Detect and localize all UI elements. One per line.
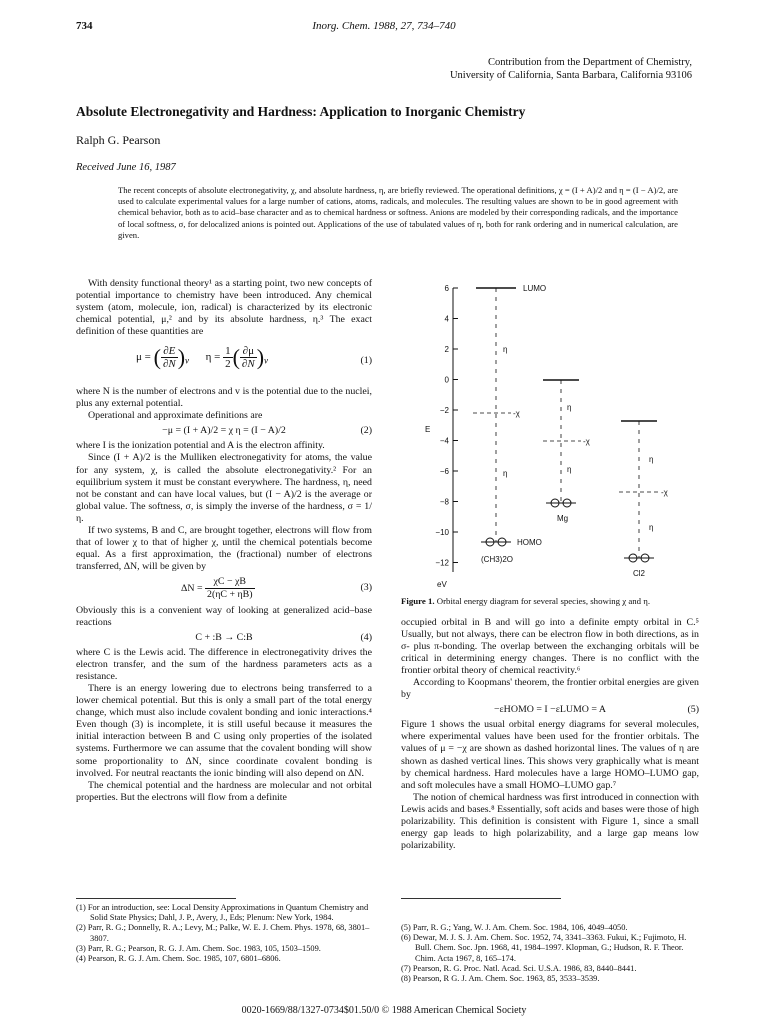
equation-body <box>181 576 255 601</box>
species-cl2 <box>619 421 669 578</box>
chi-label: -χ <box>583 437 590 446</box>
equation-1 <box>76 341 372 383</box>
right-column <box>401 617 699 852</box>
y-tick-label: −10 <box>435 528 449 537</box>
equation-number: (3) <box>360 581 372 593</box>
equation-number: (4) <box>360 632 372 644</box>
y-tick-label: 4 <box>444 314 449 324</box>
eta-label: η <box>567 465 572 474</box>
paragraph: Operational and approximate definitions are <box>88 410 263 422</box>
paragraph: Obviously this is a convenient way of looking at generalized acid–base reactions <box>76 604 372 628</box>
y-tick-label: −4 <box>439 436 449 446</box>
affiliation-line: Contribution from the Department of Chemistry, <box>487 57 692 68</box>
received-date: Received June 16, 1987 <box>76 162 176 173</box>
y-tick-label: 0 <box>444 375 449 385</box>
affiliation-line: University of California, Santa Barbara, California 93106 <box>449 70 692 81</box>
equation-number: (2) <box>360 425 372 437</box>
footnote: (3) Parr, R. G.; Pearson, R. G. J. Am. Chem. Soc. 1983, 105, 1503–1509. <box>76 943 321 953</box>
y-tick-label: −12 <box>435 558 449 568</box>
paragraph: The chemical potential and the hardness are molecular and not orbital properties. But the electrons will flow from a definite <box>76 779 372 803</box>
paragraph: where N is the number of electrons and v is the potential due to the nuclei, plus any external potential. <box>76 386 372 410</box>
y-tick-label: 2 <box>444 345 449 354</box>
lumo-label: LUMO <box>523 284 547 293</box>
footnotes-left <box>76 903 374 964</box>
paragraph: Figure 1 shows the usual orbital energy diagrams for several molecules, where experimental values have been used for the frontier orbitals. The values of μ = −χ are shown as dashed horizontal lines. The values of η are shown as dashed vertical lines. This shows very graphically what is meant by chemical hardness. Hard molecules have a large HOMO–LUMO gap, and soft molecules have a small HOMO–LUMO gap.⁷ <box>401 719 699 791</box>
caption-label: Figure 1. <box>401 596 435 606</box>
fraction-numerator: χC − χB <box>205 576 255 589</box>
equation-body: −εHOMO = I −εLUMO = A <box>493 704 607 716</box>
equation-4 <box>76 632 372 644</box>
page-number: 734 <box>76 20 93 32</box>
fraction-denominator: 2(ηC + ηB) <box>207 588 253 600</box>
paragraph: occupied orbital in B and will go into a definite empty orbital in C.⁵ Usually, but not always, there can be electron flow in both directions, as in σ- plus π-bonding. The overlap between the exchanging orbitals will be critical in determining energy changes. There is no conflict with the frontier orbital theory of chemical reactivity.⁶ <box>401 617 699 677</box>
equation-number: (1) <box>360 355 372 367</box>
species-label: (CH3)2O <box>481 555 514 564</box>
footnote: (7) Pearson, R. G. Proc. Natl. Acad. Sci. U.S.A. 1986, 83, 8440–8441. <box>401 963 637 973</box>
eta-label: η <box>567 403 572 412</box>
chi-label: -χ <box>661 488 668 497</box>
paragraph: If two systems, B and C, are brought together, electrons will flow from that of lower χ to that of higher χ, until the chemical potentials become equal. As a first approximation, the (fractional) number of electrons transferred, ΔN, will be given by <box>76 524 372 572</box>
paragraph: The notion of chemical hardness was first introduced in connection with Lewis acids and bases.⁸ Essentially, soft acids and bases were those of high polarizability. This definition is consistent with Figure 1, since a small energy gap leads to high polarizability, and a large gap means low polarizability. <box>401 791 699 851</box>
species-label: Mg <box>557 514 569 523</box>
equation-body: C + :B → C:B <box>195 632 253 644</box>
eta-label: η <box>503 469 508 478</box>
footnote-divider <box>401 898 561 899</box>
footnote: (2) Parr, R. G.; Donnelly, R. A.; Levy, M.; Palke, W. E. J. Chem. Phys. 1978, 68, 3801–3807. <box>76 923 370 943</box>
footnote: (8) Pearson, R G. J. Am. Chem. Soc. 1963, 85, 3533–3539. <box>401 974 600 984</box>
y-tick-label: −6 <box>439 467 449 476</box>
y-axis-ticks <box>435 284 458 568</box>
abstract: The recent concepts of absolute electronegativity, χ, and absolute hardness, η, are briefly reviewed. The operational definitions, χ = (I + A)/2 and η = (I − A)/2, are used to calculate experimental values for a large number of cations, atoms, radicals, and molecules. The resulting values are shown to be in good agreement with chemical behavior, both as to acid–base character and as to chemical hardness or softness. Anions are modeled by their corresponding radicals, and the importance of local softness, σ, for delocalized anions is pointed out. Applications of the use of tabulated values of η, both for rank ordering and in numerical calculation, are given. <box>118 185 678 240</box>
equation-body: μ = ( $\frac{\partial E}{\partial N}$ )$_v$ η = $\frac{1}{2}$ ( $\frac{\partial\mu}{\partial N}$ )$_v$ <box>136 344 269 371</box>
paragraph: With density functional theory¹ as a starting point, two new concepts of potential importance to chemistry have been introduced. Any chemical system (atom, molecule, ion, radical) is characterized by its electronic chemical potential, μ,² and by its absolute hardness, η.³ The exact definition of these quantities are <box>76 278 372 338</box>
species-label: Cl2 <box>633 569 646 578</box>
left-column <box>76 278 372 804</box>
equation-2 <box>76 425 372 437</box>
unit-label: eV <box>437 580 447 589</box>
eta-label: η <box>649 523 654 532</box>
paragraph: Since (I + A)/2 is the Mulliken electronegativity for atoms, the value for any system, χ, is called the absolute electronegativity.² For an equilibrium system it must be constant everywhere. The hardness, η, need not be constant and can have local values, but (I − A)/2 is the average or global value. The softness, σ, is simply the inverse of the hardness, σ = 1/η. <box>76 452 372 524</box>
orbital-energy-diagram <box>401 280 701 600</box>
footnote: (6) Dewar, M. J. S. J. Am. Chem. Soc. 1952, 74, 3341–3363. Fukui, K.; Fujimoto, H. Bull. Chem. Soc. Jpn. 1968, 41, 1984–1997. Klopman, G.; Hudson, R. F. Theor. Chim. Acta 1967, 8, 165–174. <box>401 933 687 963</box>
y-tick-label: −2 <box>439 406 449 415</box>
paragraph: There is an energy lowering due to electrons being transferred to a lower chemical potential. But this is only a small part of the total energy change, which must also include covalent bonding and ionic interactions.⁴ Even though (3) is incomplete, it is still useful because it measures the initial interaction between B and C using only properties of the isolated systems. Furthermore we can assume that the covalent bonding will show some proportionality to ΔN, since coordinate covalent bonding is involved. For neutral reactants the ionic binding will also depend on ΔN. <box>76 683 372 779</box>
journal-reference: Inorg. Chem. 1988, 27, 734–740 <box>312 20 456 32</box>
paragraph: where I is the ionization potential and A is the electron affinity. <box>76 440 325 452</box>
equation-body: −μ = (I + A)/2 = χ η = (I − A)/2 <box>162 425 286 437</box>
equation-number: (5) <box>687 704 699 716</box>
footnote: (5) Parr, R. G.; Yang, W. J. Am. Chem. Soc. 1984, 106, 4049–4050. <box>401 923 628 932</box>
species-ch3-2o <box>473 284 546 564</box>
figure-caption <box>401 596 701 606</box>
affiliation <box>450 56 692 82</box>
copyright-footer: 0020-1669/88/1327-0734$01.50/0 © 1988 American Chemical Society <box>241 1005 527 1016</box>
eta-label: η <box>649 455 654 464</box>
author-name: Ralph G. Pearson <box>76 133 161 147</box>
footnote: (4) Pearson, R. G. J. Am. Chem. Soc. 1985, 107, 6801–6806. <box>76 954 281 964</box>
y-tick-label: −8 <box>439 497 449 507</box>
footnote-divider <box>76 898 236 899</box>
species-mg <box>543 380 591 523</box>
equation-3 <box>76 576 372 602</box>
footnotes-right <box>401 923 701 984</box>
chi-label: -χ <box>513 409 520 418</box>
y-tick-label: 6 <box>444 284 449 293</box>
eta-label: η <box>503 345 508 354</box>
axis-label: E <box>425 425 431 434</box>
paragraph: According to Koopmans' theorem, the frontier orbital energies are given by <box>401 677 699 701</box>
equation-lhs: ΔN = <box>181 582 203 594</box>
caption-text: Orbital energy diagram for several species, showing χ and η. <box>436 596 651 606</box>
paper-title: Absolute Electronegativity and Hardness: Application to Inorganic Chemistry <box>76 104 526 119</box>
paragraph: where C is the Lewis acid. The difference in electronegativity drives the electron transfer, and the sum of the hardness parameters acts as a resistance. <box>76 647 372 683</box>
homo-label: HOMO <box>517 538 542 547</box>
equation-5 <box>401 704 699 716</box>
footnote: (1) For an introduction, see: Local Density Approximations in Quantum Chemistry and Solid State Physics; Dahl, J. P., Avery, J., Eds; Plenum: New York, 1984. <box>76 903 369 923</box>
